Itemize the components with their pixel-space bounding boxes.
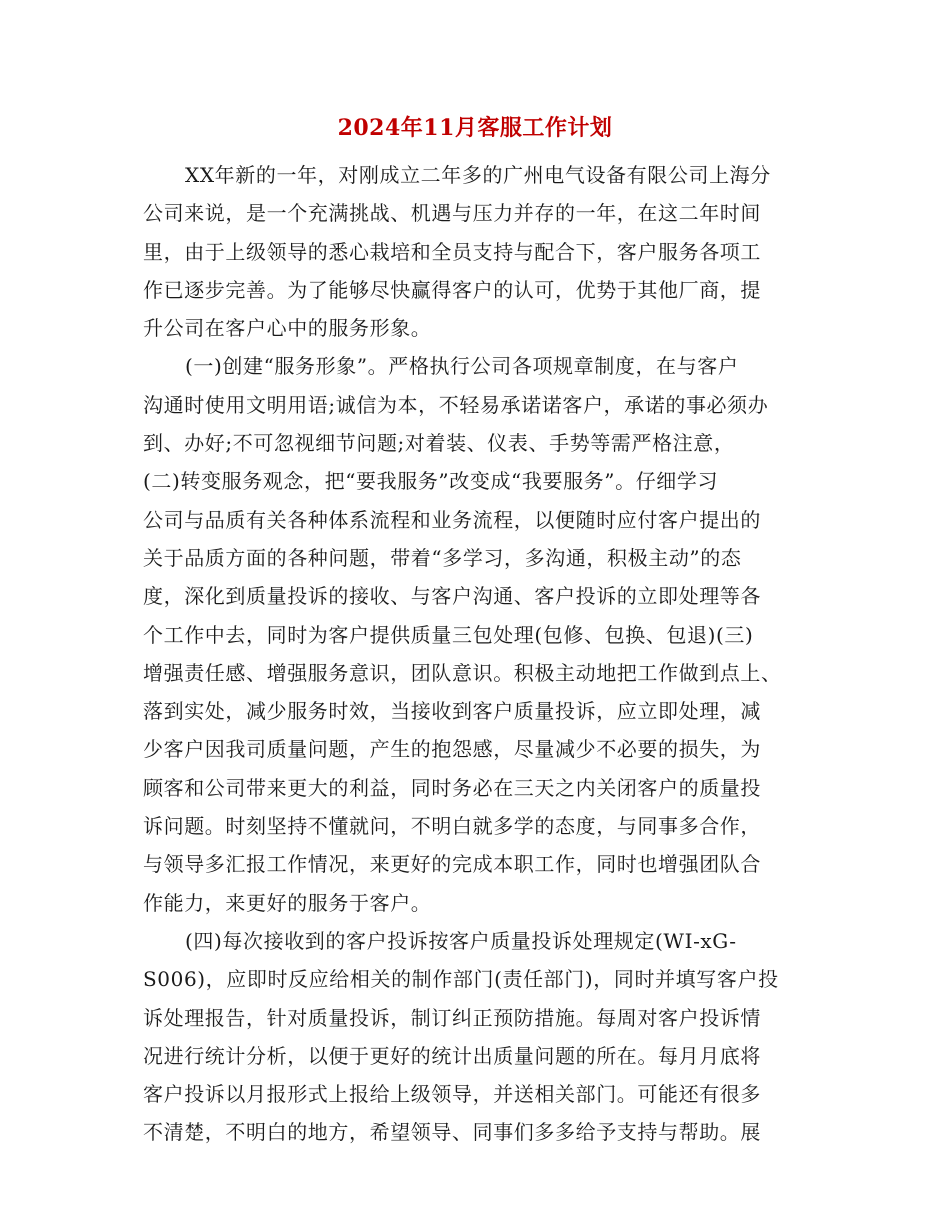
- paragraph-line: 况进行统计分析，以便于更好的统计出质量问题的所在。每月月底将: [143, 1043, 761, 1068]
- paragraph-line: 客户投诉以月报形式上报给上级领导，并送相关部门。可能还有很多: [143, 1082, 761, 1107]
- paragraph-line: 少客户因我司质量问题，产生的抱怨感，尽量减少不必要的损失，为: [143, 737, 761, 762]
- paragraph-line: 落到实处，减少服务时效，当接收到客户质量投诉，应立即处理，减: [143, 699, 761, 724]
- paragraph-line: (四)每次接收到的客户投诉按客户质量投诉处理规定(WI-xG-: [185, 928, 737, 953]
- paragraph-line: S006)，应即时反应给相关的制作部门(责任部门)，同时并填写客户投: [143, 967, 779, 992]
- paragraph-line: 升公司在客户心中的服务形象。: [143, 316, 432, 341]
- paragraph-line: 顾客和公司带来更大的利益，同时务必在三天之内关闭客户的质量投: [143, 775, 761, 800]
- paragraph-line: XX年新的一年，对刚成立二年多的广州电气设备有限公司上海分: [185, 163, 771, 187]
- paragraph-line: 诉处理报告，针对质量投诉，制订纠正预防措施。每周对客户投诉情: [143, 1005, 761, 1030]
- paragraph-line: 到、办好;不可忽视细节问题;对着装、仪表、手势等需严格注意，: [143, 431, 735, 456]
- document-body: [143, 156, 807, 1152]
- paragraph-line: 作已逐步完善。为了能够尽快赢得客户的认可，优势于其他厂商，提: [143, 277, 761, 302]
- paragraph-line: (二)转变服务观念，把“要我服务”改变成“我要服务”。仔细学习: [143, 469, 719, 494]
- paragraph-line: 作能力，来更好的服务于客户。: [143, 890, 432, 915]
- paragraph-line: 公司与品质有关各种体系流程和业务流程，以便随时应付客户提出的: [143, 507, 761, 532]
- paragraph-line: 与领导多汇报工作情况，来更好的完成本职工作，同时也增强团队合: [143, 852, 761, 877]
- paragraph-line: 公司来说，是一个充满挑战、机遇与压力并存的一年，在这二年时间: [143, 201, 761, 226]
- paragraph-line: 增强责任感、增强服务意识，团队意识。积极主动地把工作做到点上、: [143, 660, 782, 685]
- paragraph-line: 个工作中去，同时为客户提供质量三包处理(包修、包换、包退)(三): [143, 622, 754, 647]
- document-title: 2024年11月客服工作计划: [337, 115, 613, 141]
- paragraph-line: 诉问题。时刻坚持不懂就问，不明白就多学的态度，与同事多合作，: [143, 814, 761, 839]
- paragraph-line: 度，深化到质量投诉的接收、与客户沟通、客户投诉的立即处理等各: [143, 584, 761, 609]
- paragraph-line: (一)创建“服务形象”。严格执行公司各项规章制度，在与客户: [185, 354, 739, 379]
- paragraph-line: 里，由于上级领导的悉心栽培和全员支持与配合下，客户服务各项工: [143, 239, 761, 264]
- paragraph-line: 沟通时使用文明用语;诚信为本，不轻易承诺诺客户，承诺的事必须办: [143, 392, 769, 417]
- paragraph-line: 不清楚，不明白的地方，希望领导、同事们多多给予支持与帮助。展: [143, 1120, 761, 1145]
- paragraph-line: 关于品质方面的各种问题，带着“多学习，多沟通，积极主动”的态: [143, 545, 742, 570]
